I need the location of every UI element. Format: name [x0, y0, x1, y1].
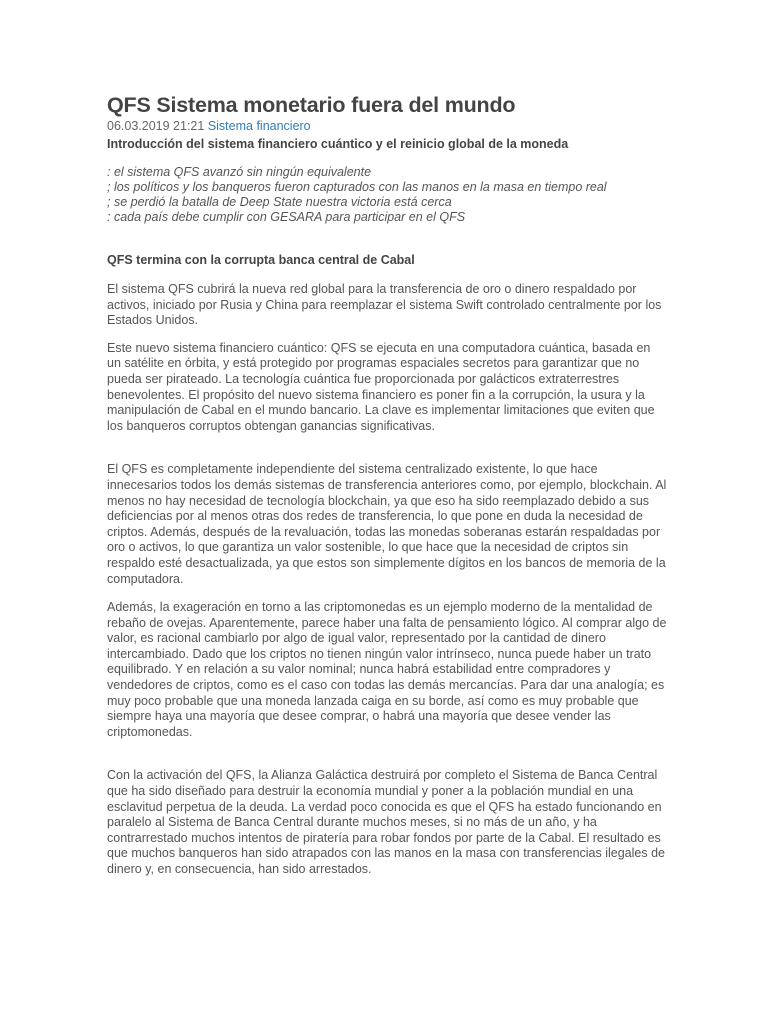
paragraph: Además, la exageración en torno a las criptomonedas es un ejemplo moderno de la mentalidad de rebaño de ovejas. Aparentemente, parece haber una falta de pensamiento lógico. Al comprar algo de valor, es racional cambiarlo por algo de igual valor, representado por la cantidad de dinero intercambiado. Dado que los criptos no tienen ningún valor intrínseco, nunca puede haber un trato equilibrado. Y en relación a su valor nominal; nunca habrá estabilidad entre compradores y vendedores de criptos, como es el caso con todas las demás mercancías. Para dar una analogía; es muy poco probable que una moneda lanzada caiga en su borde, así como es muy probable que siempre haya una mayoría que desee comprar, o habrá una mayoría que desee vender las criptomonedas.	[107, 600, 667, 739]
page-title: QFS Sistema monetario fuera del mundo	[107, 93, 516, 117]
summary-item: ; se perdió la batalla de Deep State nuestra victoria está cerca	[107, 195, 452, 209]
article-meta	[107, 119, 667, 134]
summary-list	[107, 165, 667, 225]
paragraph: Este nuevo sistema financiero cuántico: QFS se ejecuta en una computadora cuántica, basada en un satélite en órbita, y está protegido por programas espaciales secretos para garantizar que no pueda ser pirateado. La tecnología cuántica fue proporcionada por galácticos extraterrestres benevolentes. El propósito del nuevo sistema financiero es poner fin a la corrupción, la usura y la manipulación de Cabal en el mundo bancario. La clave es implementar limitaciones que eviten que los banqueros corruptos obtengan ganancias significativas.	[107, 340, 655, 433]
summary-item: : cada país debe cumplir con GESARA para participar en el QFS	[107, 210, 466, 224]
category-link[interactable]: Sistema financiero	[207, 119, 311, 133]
article	[107, 92, 667, 878]
article-date: 06.03.2019 21:21	[107, 119, 205, 133]
summary-item: ; los políticos y los banqueros fueron capturados con las manos en la masa en tiempo real	[107, 180, 607, 194]
paragraph: El QFS es completamente independiente del sistema centralizado existente, lo que hace innecesarios todos los demás sistemas de transferencia anteriores como, por ejemplo, blockchain. Al menos no hay necesidad de tecnología blockchain, ya que eso ha sido reemplazado debido a sus deficiencias por al menos otras dos redes de transferencia, lo que pone en duda la necesidad de criptos. Además, después de la revaluación, todas las monedas soberanas estarán respaldadas por oro o activos, lo que garantiza un valor sostenible, lo que hace que la necesidad de criptos sin respaldo esté desactualizada, ya que estos son simplemente dígitos en los bancos de memoria de la computadora.	[107, 462, 667, 586]
paragraph: Con la activación del QFS, la Alianza Galáctica destruirá por completo el Sistema de Banca Central que ha sido diseñado para destruir la economía mundial y poner a la población mundial en una esclavitud perpetua de la deuda. La verdad poco conocida es que el QFS ha estado funcionando en paralelo al Sistema de Banca Central durante muchos meses, si no más de un año, y ha contrarrestado muchos intentos de piratería para robar fondos por parte de la Cabal. El resultado es que muchos banqueros han sido atrapados con las manos en la masa con transferencias ilegales de dinero y, en consecuencia, han sido arrestados.	[107, 768, 665, 876]
summary-item: : el sistema QFS avanzó sin ningún equivalente	[107, 165, 372, 179]
article-subtitle: Introducción del sistema financiero cuántico y el reinicio global de la moneda	[107, 137, 569, 151]
section-heading: QFS termina con la corrupta banca central de Cabal	[107, 253, 415, 267]
paragraph: El sistema QFS cubrirá la nueva red global para la transferencia de oro o dinero respaldado por activos, iniciado por Rusia y China para reemplazar el sistema Swift controlado centralmente por los Estados Unidos.	[107, 282, 662, 328]
